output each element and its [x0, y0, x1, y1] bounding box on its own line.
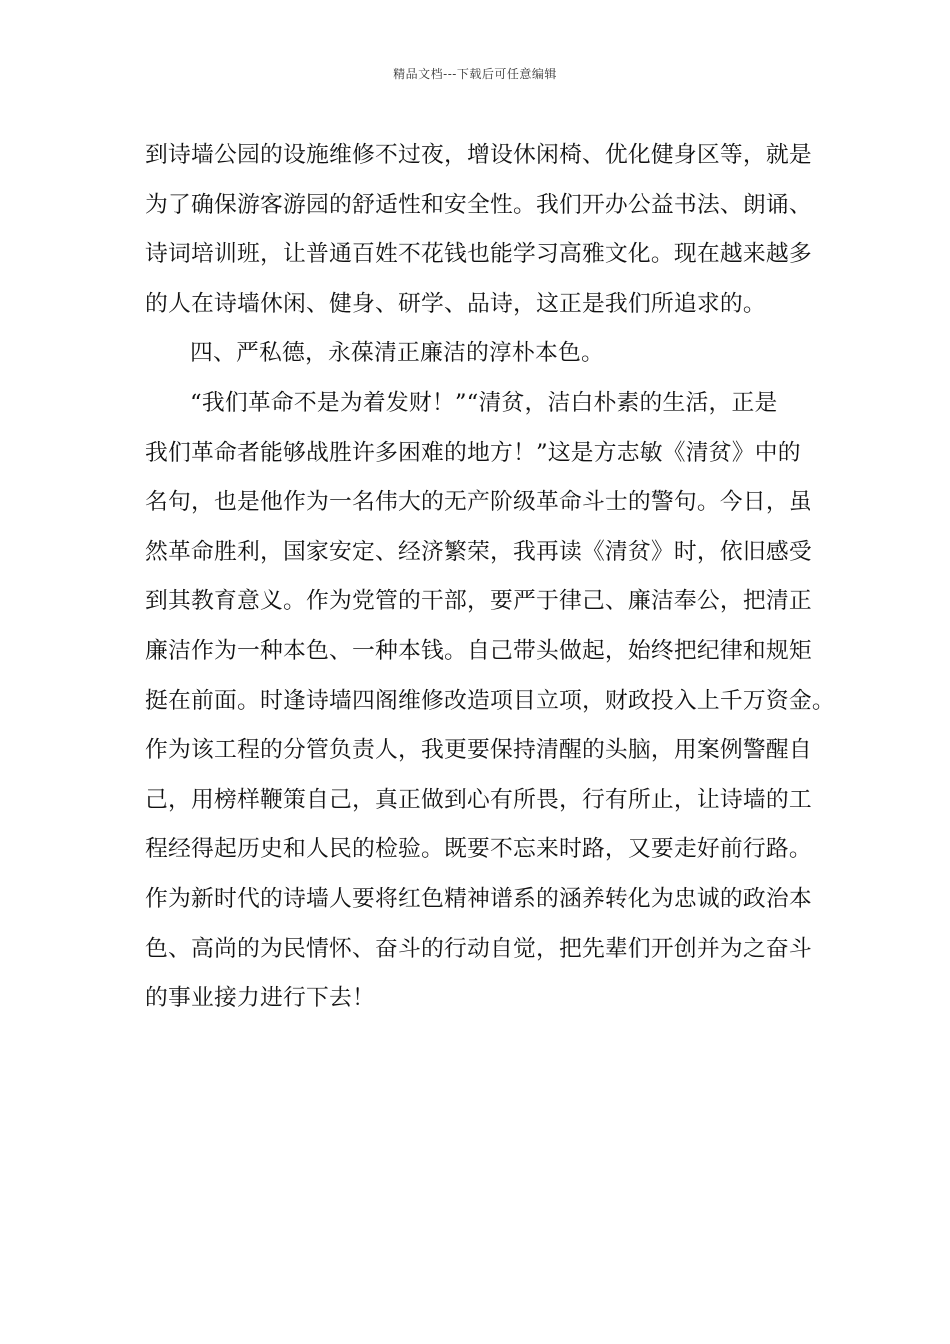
- text-line: 然革命胜利，国家安定、经济繁荣，我再读《清贫》时，依旧感受: [145, 538, 812, 565]
- text-line: 我们革命者能够战胜许多困难的地方！”这是方志敏《清贫》中的: [145, 439, 801, 466]
- page-header: 精品文档---下载后可任意编辑: [393, 67, 557, 81]
- text-line: 的人在诗墙休闲、健身、研学、品诗，这正是我们所追求的。: [145, 290, 766, 317]
- text-line: 到诗墙公园的设施维修不过夜，增设休闲椅、优化健身区等，就是: [145, 142, 812, 168]
- section-heading: 四、严私德，永葆清正廉洁的淳朴本色。: [190, 340, 604, 367]
- text-line: 到其教育意义。作为党管的干部，要严于律己、廉洁奉公，把清正: [145, 588, 812, 615]
- text-line: 的事业接力进行下去！: [145, 985, 375, 1012]
- text-line: 廉洁作为一种本色、一种本钱。自己带头做起，始终把纪律和规矩: [145, 637, 812, 664]
- text-line: 作为新时代的诗墙人要将红色精神谱系的涵养转化为忠诚的政治本: [145, 885, 812, 912]
- text-line: 为了确保游客游园的舒适性和安全性。我们开办公益书法、朗诵、: [145, 191, 812, 218]
- text-line: 程经得起历史和人民的检验。既要不忘来时路，又要走好前行路。: [145, 836, 812, 863]
- text-line: 色、高尚的为民情怀、奋斗的行动自觉，把先辈们开创并为之奋斗: [145, 935, 812, 962]
- text-line: 诗词培训班，让普通百姓不花钱也能学习高雅文化。现在越来越多: [145, 241, 812, 268]
- text-line: 作为该工程的分管负责人，我更要保持清醒的头脑，用案例警醒自: [145, 737, 812, 764]
- text-line: 名句，也是他作为一名伟大的无产阶级革命斗士的警句。今日，虽: [145, 489, 812, 516]
- text-line: 己，用榜样鞭策自己，真正做到心有所畏，行有所止，让诗墙的工: [145, 786, 812, 813]
- text-line: “我们革命不是为着发财！”“清贫，洁白朴素的生活，正是: [190, 389, 778, 416]
- document-body: [145, 131, 835, 1024]
- text-line: 挺在前面。时逢诗墙四阁维修改造项目立项，财政投入上千万资金。: [145, 687, 835, 714]
